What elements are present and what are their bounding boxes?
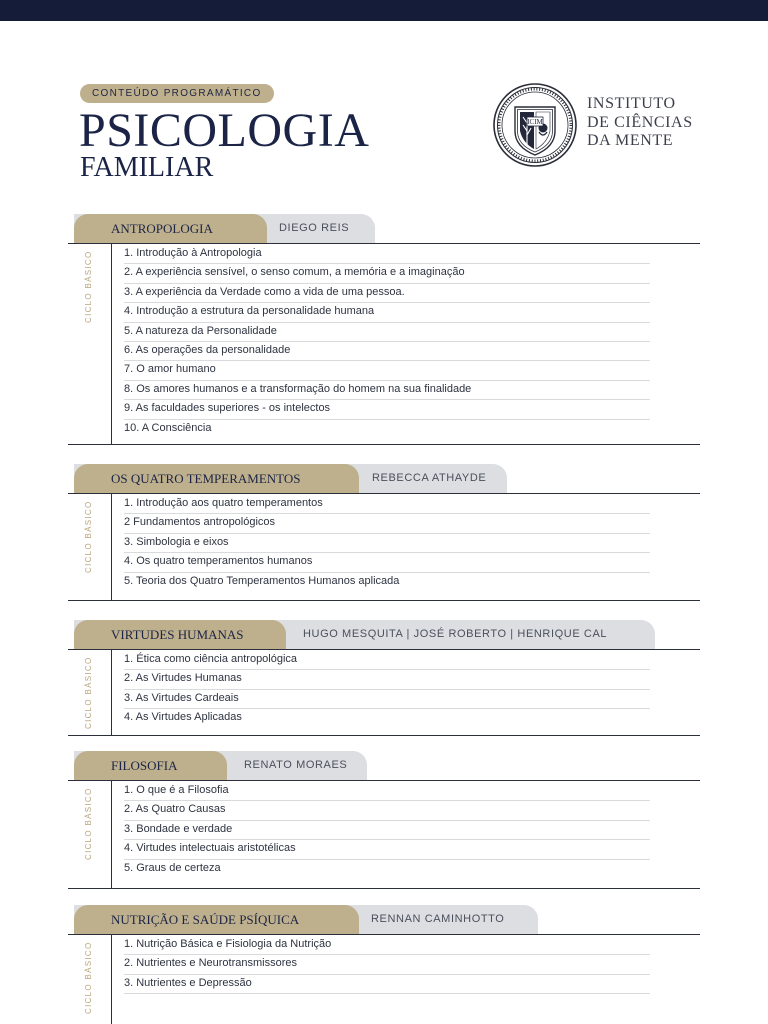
topic-item: 2. A experiência sensível, o senso comum, a memória e a imaginação bbox=[124, 264, 650, 283]
page-title: PSICOLOGIA bbox=[79, 104, 370, 157]
institute-name-line3: DA MENTE bbox=[587, 132, 674, 149]
topic-item: 3. Simbologia e eixos bbox=[124, 534, 650, 553]
topic-item: 1. Nutrição Básica e Fisiologia da Nutrição bbox=[124, 936, 650, 955]
topic-item: 9. As faculdades superiores - os intelectos bbox=[124, 400, 650, 419]
topic-item: 2. As Virtudes Humanas bbox=[124, 670, 650, 689]
ciclo-label: CICLO BÁSICO bbox=[84, 250, 93, 324]
section-bottom-rule bbox=[68, 444, 700, 445]
topic-item: 5. A natureza da Personalidade bbox=[124, 323, 650, 342]
topic-item: 2 Fundamentos antropológicos bbox=[124, 514, 650, 533]
ciclo-label: CICLO BÁSICO bbox=[84, 787, 93, 861]
topic-item: 7. O amor humano bbox=[124, 361, 650, 380]
ciclo-label: CICLO BÁSICO bbox=[84, 941, 93, 1015]
section-bottom-rule bbox=[68, 888, 700, 889]
section-top-rule bbox=[68, 649, 700, 650]
topic-item: 1. Introdução aos quatro temperamentos bbox=[124, 495, 650, 514]
topic-item: 4. Introdução a estrutura da personalidade humana bbox=[124, 303, 650, 322]
topic-item: 3. Nutrientes e Depressão bbox=[124, 975, 650, 994]
ciclo-label: CICLO BÁSICO bbox=[84, 656, 93, 730]
content-badge: CONTEÚDO PROGRAMÁTICO bbox=[80, 84, 274, 103]
topic-list bbox=[124, 651, 650, 729]
subject-tab: VIRTUDES HUMANAS bbox=[74, 620, 286, 649]
topic-item: 3. Bondade e verdade bbox=[124, 821, 650, 840]
page-subtitle: FAMILIAR bbox=[80, 152, 214, 183]
topic-item: 10. A Consciência bbox=[124, 421, 212, 434]
topic-list bbox=[124, 245, 650, 439]
institute-name bbox=[587, 95, 693, 151]
subject-tab: OS QUATRO TEMPERAMENTOS bbox=[74, 464, 359, 493]
teacher-tab: DIEGO REIS bbox=[74, 214, 375, 243]
topic-item: 6. As operações da personalidade bbox=[124, 342, 650, 361]
topic-item: 2. As Quatro Causas bbox=[124, 801, 650, 820]
teacher-tab: HUGO MESQUITA | JOSÉ ROBERTO | HENRIQUE CAL bbox=[74, 620, 655, 649]
topic-item: 5. Teoria dos Quatro Temperamentos Humanos aplicada bbox=[124, 574, 400, 587]
teacher-tab: RENATO MORAES bbox=[74, 751, 367, 780]
section-bottom-rule bbox=[68, 735, 700, 736]
topic-item: 4. Os quatro temperamentos humanos bbox=[124, 553, 650, 572]
logo-text: ICIM bbox=[527, 118, 543, 126]
topic-item: 1. Ética como ciência antropológica bbox=[124, 651, 650, 670]
subject-tab: NUTRIÇÃO E SAÚDE PSÍQUICA bbox=[74, 905, 359, 934]
topic-list bbox=[124, 782, 650, 879]
topic-list bbox=[124, 495, 650, 592]
section-top-rule bbox=[68, 780, 700, 781]
topic-item: 3. A experiência da Verdade como a vida de uma pessoa. bbox=[124, 284, 650, 303]
topic-list bbox=[124, 936, 650, 994]
subject-tab: FILOSOFIA bbox=[74, 751, 227, 780]
institute-logo bbox=[493, 83, 577, 167]
topic-item: 4. Virtudes intelectuais aristotélicas bbox=[124, 840, 650, 859]
section-top-rule bbox=[68, 243, 700, 244]
section-top-rule bbox=[68, 934, 700, 935]
topic-item: 4. As Virtudes Aplicadas bbox=[124, 711, 242, 724]
institute-name-line2: DE CIÊNCIAS bbox=[587, 113, 693, 131]
topic-item: 1. O que é a Filosofia bbox=[124, 782, 650, 801]
section-top-rule bbox=[68, 493, 700, 494]
teacher-tab: RENNAN CAMINHOTTO bbox=[74, 905, 538, 934]
topic-item: 3. As Virtudes Cardeais bbox=[124, 690, 650, 709]
section-bottom-rule bbox=[68, 600, 700, 601]
institute-name-line1: INSTITUTO bbox=[587, 95, 676, 112]
ciclo-label: CICLO BÁSICO bbox=[84, 500, 93, 574]
subject-tab: ANTROPOLOGIA bbox=[74, 214, 267, 243]
teacher-tab: REBECCA ATHAYDE bbox=[74, 464, 507, 493]
top-bar bbox=[0, 0, 768, 21]
topic-item: 2. Nutrientes e Neurotransmissores bbox=[124, 955, 650, 974]
topic-item: 8. Os amores humanos e a transformação do homem na sua finalidade bbox=[124, 381, 650, 400]
topic-item: 5. Graus de certeza bbox=[124, 861, 221, 874]
topic-item: 1. Introdução à Antropologia bbox=[124, 245, 650, 264]
